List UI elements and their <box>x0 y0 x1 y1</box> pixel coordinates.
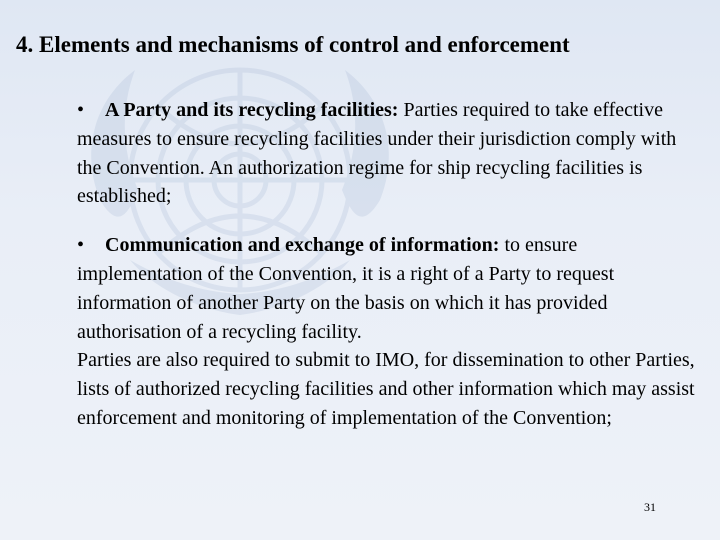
bullet-continuation: Parties are also required to submit to IMO, for dissemination to other Parties, lists of authorized recycling facilities and other information which may assist enforcement and monitoring of implementation of the Convention; <box>77 349 695 429</box>
slide-body <box>77 96 697 433</box>
bullet-text: Parties required to take effective measures to ensure recycling facilities under their jurisdiction comply with the Convention. An authorization regime for ship recycling facilities is established; <box>77 99 677 208</box>
bullet-marker: • <box>77 99 85 121</box>
bullet-text: to ensure implementation of the Convention, it is a right of a Party to request information of another Party on the basis on which it has provided authorisation of a recycling facility. <box>77 234 615 343</box>
bullet-item <box>77 96 697 211</box>
bullet-lead: Communication and exchange of information: <box>105 234 500 257</box>
bullet-item <box>77 231 697 433</box>
page-number: 31 <box>644 500 656 514</box>
slide-title: 4. Elements and mechanisms of control and enforcement <box>16 32 570 57</box>
bullet-lead: A Party and its recycling facilities: <box>105 99 399 121</box>
bullet-marker: • <box>77 234 85 257</box>
